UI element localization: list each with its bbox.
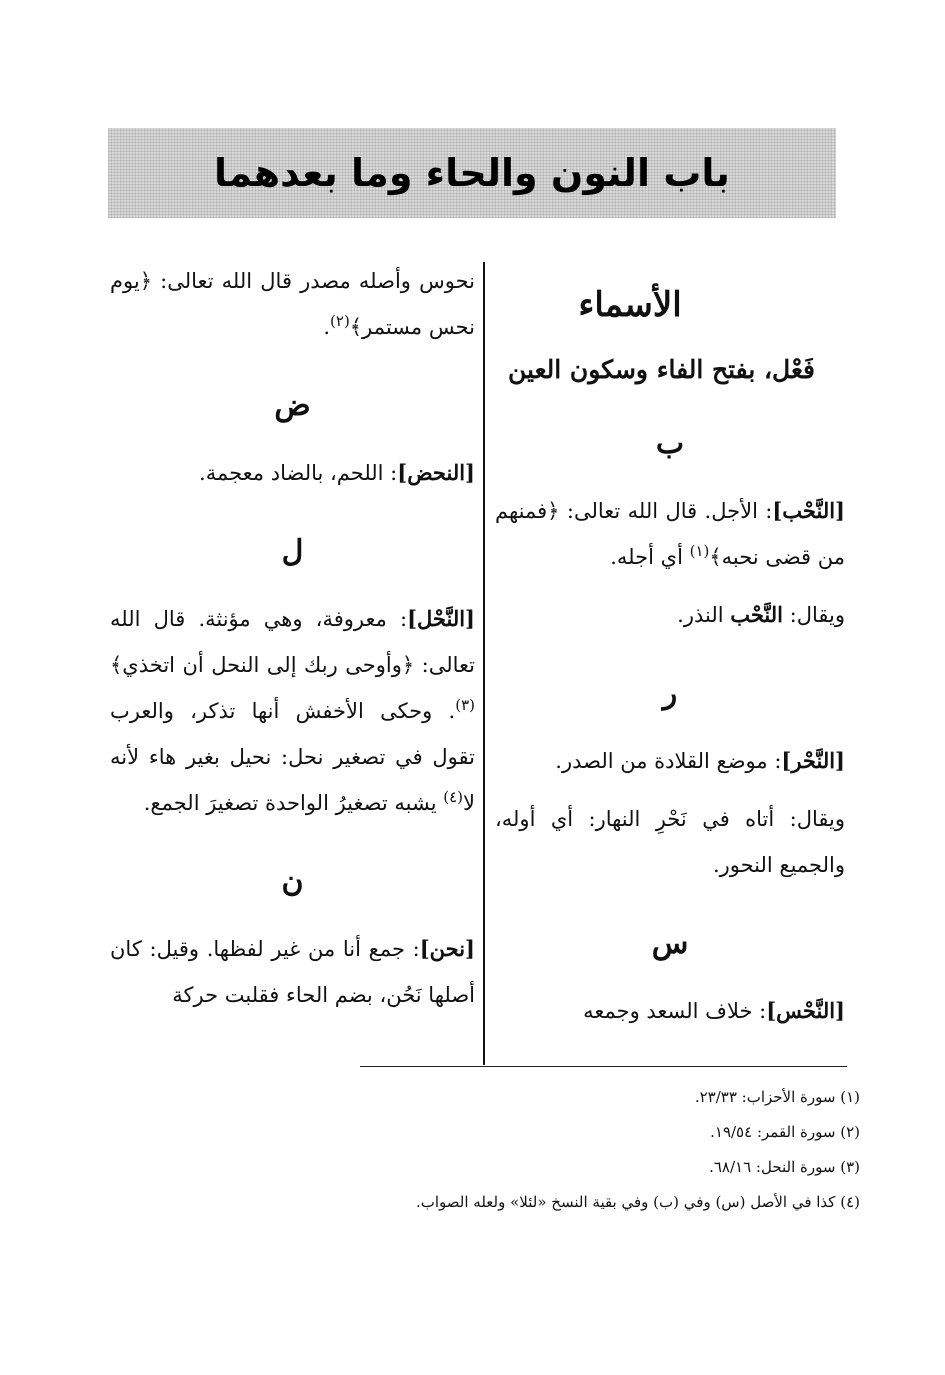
lemma-nahl: [النَّحْل] <box>407 606 475 631</box>
chapter-title: باب النون والحاء وما بعدهما <box>214 151 730 195</box>
lemma-nahd: [النحض] <box>397 460 475 485</box>
footnote-4: (٤) كذا في الأصل (س) وفي (ب) وفي بقية النسخ «لئلا» ولعله الصواب. <box>415 1193 860 1211</box>
entry-nahnu <box>110 926 475 1018</box>
entry-nahb-text-end: أي أجله. <box>610 545 690 569</box>
entry-nahs-cont-end: . <box>323 315 331 339</box>
letter-heading-lam: ل <box>281 534 304 569</box>
entry-nahr-text: : موضع القلادة من الصدر. <box>555 749 782 773</box>
entry-nahl-text: : معروفة، وهي مؤنثة. قال الله تعالى: ﴿وأوحى ربك إلى النحل أن اتخذي﴾ <box>110 607 475 677</box>
footnote-3: (٣) سورة النحل: ٦٨/١٦. <box>709 1158 860 1176</box>
lemma-nahr: [النَّحْر] <box>781 748 845 773</box>
pattern-heading: فَعْل، بفتح الفاء وسكون العين <box>508 355 815 384</box>
letter-heading-dad: ض <box>274 388 311 423</box>
footnote-ref-1: (١) <box>689 542 710 560</box>
column-divider <box>483 262 485 1065</box>
footnotes <box>300 1080 860 1220</box>
entry-nahs-cont-text: نحوس وأصله مصدر قال الله تعالى: ﴿يوم نحس مستمر﴾ <box>110 269 475 339</box>
entry-nahs-continued <box>110 258 475 350</box>
entry-nahs-text: : خلاف السعد وجمعه <box>583 999 767 1023</box>
lemma-nahs: [النَّحْس] <box>766 998 845 1023</box>
entry-nahd-text: : اللحم، بالضاد معجمة. <box>199 461 398 485</box>
entry-nahb-2 <box>495 592 845 638</box>
lemma-nahb: [النَّحْب] <box>772 498 845 523</box>
letter-heading-ba: ب <box>655 426 685 461</box>
chapter-banner <box>108 128 836 218</box>
entry-nahnu-text: : جمع أنا من غير لفظها. وقيل: كان أصلها نَحُن، بضم الحاء فقلبت حركة <box>110 937 475 1007</box>
footnote-ref-2: (٢) <box>330 312 350 330</box>
right-column <box>495 270 845 1046</box>
lemma-nahb-2: النَّحْب <box>730 602 783 627</box>
entry-nahl-text-3: يشبه تصغيرُ الواحدة تصغيرَ الجمع. <box>143 791 444 815</box>
entry-nahd <box>110 450 475 496</box>
footnote-ref-3: (٣) <box>455 696 475 714</box>
entry-nahr-2: ويقال: أتاه في نَحْرِ النهار: أي أوله، والجميع النحور. <box>495 807 845 877</box>
entry-nahr <box>495 738 845 784</box>
entry-nahl-text-2: . وحكى الأخفش أنها تذكر، والعرب تقول في تصغير نحل: نحيل بغير هاء لأنه لا <box>110 699 475 815</box>
entry-nahb-2-prefix: ويقال: <box>782 603 845 627</box>
footnote-2: (٢) سورة القمر: ١٩/٥٤. <box>710 1123 860 1141</box>
entry-nahb <box>495 488 845 580</box>
footnote-1: (١) سورة الأحزاب: ٢٣/٣٣. <box>694 1088 860 1106</box>
entry-nahb-2-text: النذر. <box>677 603 731 627</box>
letter-heading-sin: س <box>651 926 689 961</box>
lemma-nahnu: [نحن] <box>419 936 475 961</box>
letter-heading-nun: ن <box>281 864 304 899</box>
entry-nahl <box>110 596 475 826</box>
left-column <box>110 258 475 1030</box>
entry-nahb-text: : الأجل. قال الله تعالى: ﴿فمنهم من قضى نحبه﴾ <box>495 499 845 569</box>
section-title: الأسماء <box>578 285 682 325</box>
footnote-ref-4: (٤) <box>443 788 464 806</box>
footnote-divider <box>360 1066 847 1067</box>
letter-heading-ra: ر <box>662 676 678 711</box>
entry-nahs <box>495 988 845 1034</box>
